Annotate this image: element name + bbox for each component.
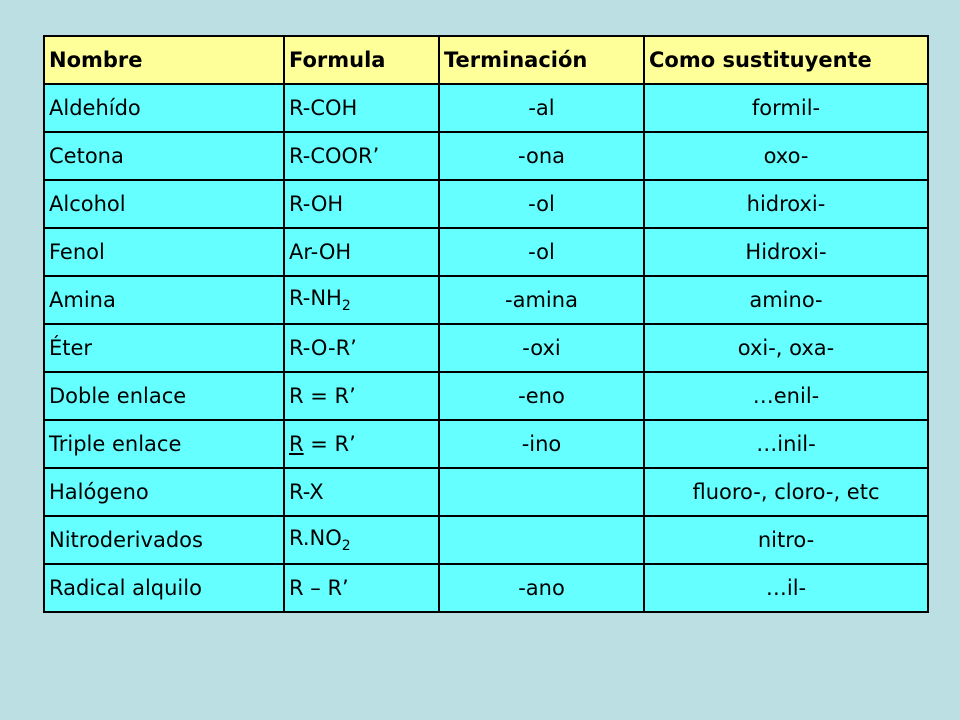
cell-sustituyente: hidroxi-	[644, 180, 928, 228]
cell-nombre: Radical alquilo	[44, 564, 284, 612]
cell-formula: R-COOR’	[284, 132, 439, 180]
cell-sustituyente: …enil-	[644, 372, 928, 420]
formula-text: R-X	[289, 480, 324, 504]
cell-sustituyente: …il-	[644, 564, 928, 612]
cell-nombre: Cetona	[44, 132, 284, 180]
header-nombre: Nombre	[44, 36, 284, 84]
cell-sustituyente: nitro-	[644, 516, 928, 564]
formula-text: R.NO	[289, 525, 342, 550]
header-sustituyente: Como sustituyente	[644, 36, 928, 84]
cell-formula	[284, 420, 439, 468]
cell-sustituyente: Hidroxi-	[644, 228, 928, 276]
cell-sustituyente: …inil-	[644, 420, 928, 468]
cell-terminacion: -eno	[439, 372, 644, 420]
cell-terminacion: -ol	[439, 228, 644, 276]
cell-nombre: Nitroderivados	[44, 516, 284, 564]
cell-terminacion: -amina	[439, 276, 644, 324]
cell-terminacion	[439, 468, 644, 516]
formula-underlined-part: R	[289, 432, 304, 456]
table-row	[44, 324, 928, 372]
cell-terminacion: -ano	[439, 564, 644, 612]
formula-text: = R’	[303, 432, 356, 456]
cell-nombre: Fenol	[44, 228, 284, 276]
cell-formula	[284, 516, 439, 564]
table-row	[44, 84, 928, 132]
cell-formula: R – R’	[284, 564, 439, 612]
table-row	[44, 516, 928, 564]
table-row	[44, 180, 928, 228]
table-row	[44, 276, 928, 324]
table-row	[44, 372, 928, 420]
functional-groups-table	[43, 35, 929, 613]
cell-sustituyente: oxo-	[644, 132, 928, 180]
cell-nombre: Triple enlace	[44, 420, 284, 468]
table-row	[44, 228, 928, 276]
formula-subscript: 2	[341, 298, 351, 315]
cell-terminacion: -al	[439, 84, 644, 132]
cell-nombre: Éter	[44, 324, 284, 372]
cell-nombre: Doble enlace	[44, 372, 284, 420]
cell-formula	[284, 276, 439, 324]
cell-terminacion: -ol	[439, 180, 644, 228]
cell-formula: R = R’	[284, 372, 439, 420]
cell-terminacion	[439, 516, 644, 564]
cell-nombre: Alcohol	[44, 180, 284, 228]
cell-formula: Ar-OH	[284, 228, 439, 276]
table-row	[44, 564, 928, 612]
cell-formula: R-COH	[284, 84, 439, 132]
header-row	[44, 36, 928, 84]
cell-sustituyente: formil-	[644, 84, 928, 132]
cell-sustituyente: fluoro-, cloro-, etc	[644, 468, 928, 516]
formula-text: R-NH	[289, 285, 342, 310]
cell-terminacion: -ona	[439, 132, 644, 180]
formula-subscript: 2	[341, 538, 351, 555]
cell-terminacion: -ino	[439, 420, 644, 468]
table-row	[44, 132, 928, 180]
cell-nombre: Amina	[44, 276, 284, 324]
cell-formula: R-OH	[284, 180, 439, 228]
cell-sustituyente: oxi-, oxa-	[644, 324, 928, 372]
header-terminacion: Terminación	[439, 36, 644, 84]
cell-formula: R-O-R’	[284, 324, 439, 372]
table-row	[44, 420, 928, 468]
cell-nombre: Aldehído	[44, 84, 284, 132]
table-row	[44, 468, 928, 516]
cell-nombre: Halógeno	[44, 468, 284, 516]
header-formula: Formula	[284, 36, 439, 84]
cell-formula	[284, 468, 439, 516]
cell-terminacion: -oxi	[439, 324, 644, 372]
cell-sustituyente: amino-	[644, 276, 928, 324]
